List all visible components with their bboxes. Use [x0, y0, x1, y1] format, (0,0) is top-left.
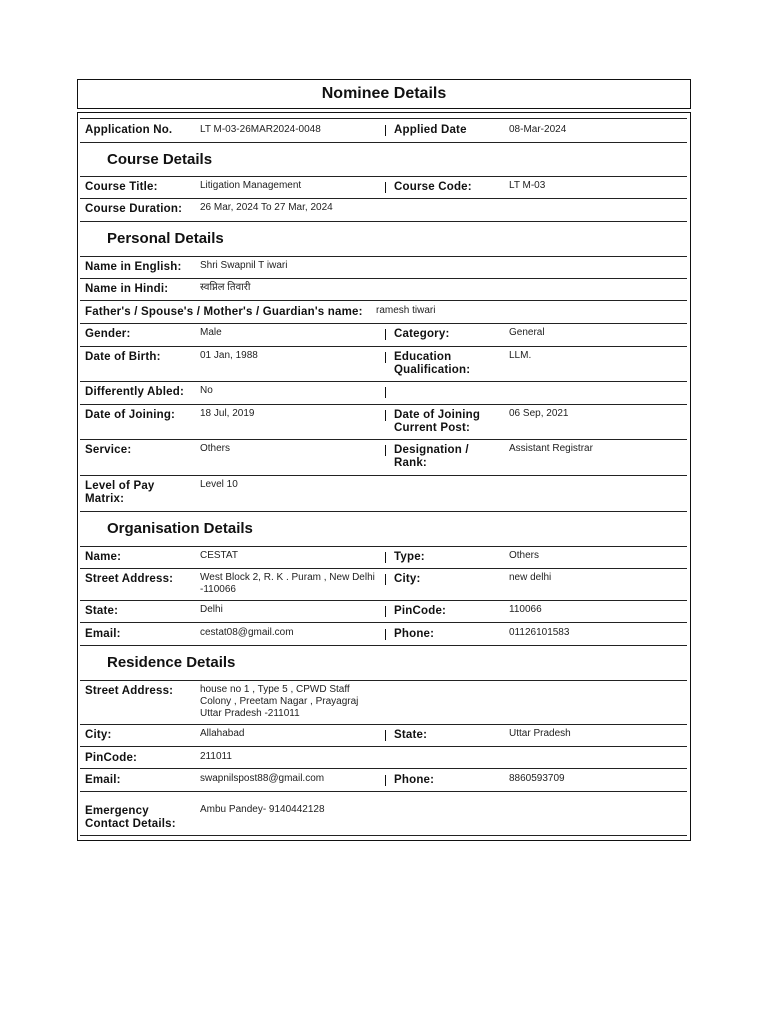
- divider: [80, 198, 687, 199]
- section-heading-course: Course Details: [107, 151, 213, 168]
- res-pincode-value: 211011: [200, 751, 232, 762]
- differently-abled-label: Differently Abled:: [85, 386, 185, 398]
- education-value: LLM.: [509, 350, 532, 361]
- divider: [80, 645, 687, 646]
- guardian-name-label: Father's / Spouse's / Mother's / Guardian's name:: [85, 306, 363, 318]
- divider: [80, 724, 687, 725]
- section-heading-organisation: Organisation Details: [107, 520, 253, 537]
- divider: [80, 546, 687, 547]
- guardian-name-value: ramesh tiwari: [376, 305, 436, 316]
- org-state-label: State:: [85, 605, 119, 617]
- divider: [80, 600, 687, 601]
- divider: [80, 300, 687, 301]
- course-code-value: LT M-03: [509, 180, 546, 191]
- name-hindi-label: Name in Hindi:: [85, 283, 169, 295]
- course-title-value: Litigation Management: [200, 180, 302, 191]
- divider: [80, 404, 687, 405]
- divider: [80, 622, 687, 623]
- differently-abled-value: No: [200, 385, 213, 396]
- service-label: Service:: [85, 444, 132, 456]
- divider: [80, 439, 687, 440]
- divider: [80, 768, 687, 769]
- divider: [80, 323, 687, 324]
- separator: [385, 387, 386, 398]
- org-name-value: CESTAT: [200, 550, 238, 561]
- org-street-label: Street Address:: [85, 573, 174, 585]
- dob-label: Date of Birth:: [85, 351, 161, 363]
- service-value: Others: [200, 443, 231, 454]
- separator: [385, 730, 386, 741]
- course-duration-label: Course Duration:: [85, 203, 183, 215]
- dob-value: 01 Jan, 1988: [200, 350, 258, 361]
- divider: [80, 746, 687, 747]
- divider: [80, 791, 687, 792]
- divider: [80, 835, 687, 836]
- separator: [385, 775, 386, 786]
- res-phone-value: 8860593709: [509, 773, 565, 784]
- divider: [80, 118, 687, 119]
- org-phone-label: Phone:: [394, 628, 435, 640]
- org-type-value: Others: [509, 550, 540, 561]
- divider: [80, 680, 687, 681]
- page-title: Nominee Details: [77, 79, 691, 109]
- designation-value: Assistant Registrar: [509, 443, 593, 454]
- gender-label: Gender:: [85, 328, 131, 340]
- separator: [385, 629, 386, 640]
- doj-current-post-value: 06 Sep, 2021: [509, 408, 569, 419]
- separator: [385, 606, 386, 617]
- org-pincode-value: 110066: [509, 604, 542, 615]
- category-value: General: [509, 327, 545, 338]
- org-phone-value: 01126101583: [509, 627, 570, 638]
- separator: [385, 182, 386, 193]
- divider: [80, 511, 687, 512]
- org-city-label: City:: [394, 573, 421, 585]
- application-no-label: Application No.: [85, 124, 173, 136]
- separator: [385, 552, 386, 563]
- designation-label: Designation / Rank:: [394, 444, 469, 469]
- org-city-value: new delhi: [509, 572, 552, 583]
- org-email-value: cestat08@gmail.com: [200, 627, 294, 638]
- course-title-label: Course Title:: [85, 181, 158, 193]
- application-no-value: LT M-03-26MAR2024-0048: [200, 124, 321, 135]
- res-city-value: Allahabad: [200, 728, 245, 739]
- res-pincode-label: PinCode:: [85, 752, 138, 764]
- separator: [385, 125, 386, 136]
- name-hindi-value: स्वप्निल तिवारी: [200, 282, 251, 293]
- pay-level-value: Level 10: [200, 479, 238, 490]
- org-name-label: Name:: [85, 551, 122, 563]
- res-state-label: State:: [394, 729, 428, 741]
- org-pincode-label: PinCode:: [394, 605, 447, 617]
- separator: [385, 329, 386, 340]
- divider: [80, 176, 687, 177]
- separator: [385, 352, 386, 363]
- divider: [80, 256, 687, 257]
- section-heading-residence: Residence Details: [107, 654, 236, 671]
- applied-date-value: 08-Mar-2024: [509, 124, 567, 135]
- separator: [385, 445, 386, 456]
- res-phone-label: Phone:: [394, 774, 435, 786]
- divider: [80, 278, 687, 279]
- divider: [80, 381, 687, 382]
- section-heading-personal: Personal Details: [107, 230, 224, 247]
- doj-value: 18 Jul, 2019: [200, 408, 255, 419]
- name-english-value: Shri Swapnil T iwari: [200, 260, 288, 271]
- divider: [80, 568, 687, 569]
- pay-level-label: Level of Pay Matrix:: [85, 480, 155, 505]
- divider: [80, 142, 687, 143]
- separator: [385, 410, 386, 421]
- doj-label: Date of Joining:: [85, 409, 176, 421]
- education-label: Education Qualification:: [394, 351, 471, 376]
- course-duration-value: 26 Mar, 2024 To 27 Mar, 2024: [200, 202, 333, 213]
- emergency-contact-value: Ambu Pandey- 9140442128: [200, 804, 325, 815]
- res-street-label: Street Address:: [85, 685, 174, 697]
- res-city-label: City:: [85, 729, 112, 741]
- category-label: Category:: [394, 328, 450, 340]
- org-street-value: West Block 2, R. K . Puram , New Delhi -110066: [200, 572, 375, 595]
- divider: [80, 221, 687, 222]
- org-state-value: Delhi: [200, 604, 223, 615]
- gender-value: Male: [200, 327, 222, 338]
- divider: [80, 346, 687, 347]
- res-email-value: swapnilspost88@gmail.com: [200, 773, 325, 784]
- doj-current-post-label: Date of Joining Current Post:: [394, 409, 481, 434]
- emergency-contact-label: Emergency Contact Details:: [85, 805, 176, 830]
- res-state-value: Uttar Pradesh: [509, 728, 571, 739]
- org-email-label: Email:: [85, 628, 121, 640]
- org-type-label: Type:: [394, 551, 425, 563]
- res-street-value: house no 1 , Type 5 , CPWD Staff Colony , Preetam Nagar , Prayagraj Uttar Pradesh -211011: [200, 684, 359, 719]
- divider: [80, 475, 687, 476]
- name-english-label: Name in English:: [85, 261, 182, 273]
- course-code-label: Course Code:: [394, 181, 472, 193]
- res-email-label: Email:: [85, 774, 121, 786]
- separator: [385, 574, 386, 585]
- applied-date-label: Applied Date: [394, 124, 467, 136]
